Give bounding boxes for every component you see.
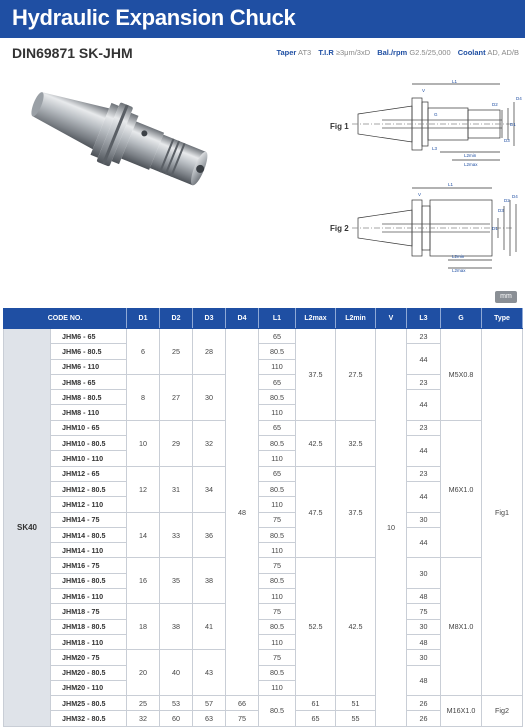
spec-value-taper: AT3	[298, 48, 312, 57]
l3-cell: 26	[407, 711, 441, 726]
l3-cell: 30	[407, 650, 441, 665]
d2-cell: 35	[160, 558, 193, 604]
code-cell: JHM8 - 80.5	[51, 390, 127, 405]
unit-badge: mm	[495, 291, 517, 303]
fig2-dim-d4: D4	[512, 194, 518, 199]
code-cell: JHM12 - 65	[51, 466, 127, 481]
col-header-v: V	[376, 309, 407, 329]
d3-cell: 30	[193, 374, 226, 420]
d2-cell: 31	[160, 466, 193, 512]
d3-cell: 32	[193, 420, 226, 466]
l1-cell: 65	[259, 420, 296, 435]
fig1-label: Fig 1	[330, 122, 349, 131]
code-cell: JHM18 - 80.5	[51, 619, 127, 634]
d4-cell: 66	[226, 696, 259, 711]
d2-cell: 60	[160, 711, 193, 726]
table-row	[4, 329, 523, 344]
spec-table	[3, 308, 523, 727]
l3-cell: 44	[407, 527, 441, 558]
col-header-d2: D2	[160, 309, 193, 329]
l1-cell: 80.5	[259, 573, 296, 588]
l1-cell: 110	[259, 359, 296, 374]
l3-cell: 23	[407, 374, 441, 389]
col-header-l2max: L2max	[296, 309, 336, 329]
col-header-g: G	[441, 309, 482, 329]
code-cell: JHM6 - 80.5	[51, 344, 127, 359]
col-header-l3: L3	[407, 309, 441, 329]
code-cell: JHM25 - 80.5	[51, 696, 127, 711]
l1-cell: 110	[259, 589, 296, 604]
col-header-d1: D1	[127, 309, 160, 329]
fig1-dim-l3: L3	[432, 146, 438, 151]
l2min-cell: 27.5	[336, 329, 376, 421]
code-cell: JHM12 - 110	[51, 497, 127, 512]
fig1-dim-l1: L1	[452, 80, 458, 84]
code-cell: JHM18 - 75	[51, 604, 127, 619]
spec-value-balance: G2.5/25,000	[409, 48, 451, 57]
fig2-dim-v: V	[418, 192, 422, 197]
fig1-dim-d2: D2	[492, 102, 498, 107]
l3-cell: 23	[407, 420, 441, 435]
code-cell: JHM16 - 110	[51, 589, 127, 604]
d3-cell: 41	[193, 604, 226, 650]
g-cell: M16X1.0	[441, 696, 482, 727]
d3-cell: 63	[193, 711, 226, 726]
l2max-cell: 52.5	[296, 558, 336, 696]
l3-cell: 23	[407, 466, 441, 481]
fig2-dim-l1: L1	[448, 182, 454, 187]
d2-cell: 25	[160, 329, 193, 375]
spec-summary	[276, 48, 519, 57]
l1-cell: 80.5	[259, 665, 296, 680]
code-cell: JHM8 - 65	[51, 374, 127, 389]
taper-group-cell: SK40	[4, 329, 51, 727]
type-cell: Fig1	[482, 329, 523, 696]
l1-cell: 80.5	[259, 481, 296, 496]
fig1-dim-d1: D1	[510, 122, 516, 127]
d1-cell: 8	[127, 374, 160, 420]
l2min-cell: 32.5	[336, 420, 376, 466]
code-cell: JHM20 - 80.5	[51, 665, 127, 680]
fig1-dim-g: G	[434, 112, 438, 117]
l2min-cell: 37.5	[336, 466, 376, 558]
fig1-dim-d4: D4	[516, 96, 522, 101]
product-series-title: DIN69871 SK-JHM	[12, 45, 133, 61]
d2-cell: 53	[160, 696, 193, 711]
l3-cell: 44	[407, 390, 441, 421]
fig1-dim-l2max: L2max	[464, 162, 478, 167]
fig2-technical-drawing	[352, 182, 524, 274]
l1-cell: 80.5	[259, 436, 296, 451]
code-cell: JHM6 - 65	[51, 329, 127, 344]
spec-label-coolant: Coolant	[457, 48, 486, 57]
d1-cell: 18	[127, 604, 160, 650]
fig2-dim-d1: D1	[492, 226, 498, 231]
spec-value-tir: ≥3μm/3xD	[335, 48, 371, 57]
l1-cell: 110	[259, 634, 296, 649]
d3-cell: 43	[193, 650, 226, 696]
col-header-d4: D4	[226, 309, 259, 329]
g-cell: M5X0.8	[441, 329, 482, 421]
code-cell: JHM10 - 80.5	[51, 436, 127, 451]
d1-cell: 20	[127, 650, 160, 696]
d4-cell: 75	[226, 711, 259, 726]
v-cell: 10	[376, 329, 407, 727]
l1-cell: 110	[259, 497, 296, 512]
l3-cell: 30	[407, 512, 441, 527]
l3-cell: 48	[407, 589, 441, 604]
l2max-cell: 65	[296, 711, 336, 726]
d1-cell: 25	[127, 696, 160, 711]
code-cell: JHM6 - 110	[51, 359, 127, 374]
l2max-cell: 47.5	[296, 466, 336, 558]
l2min-cell: 42.5	[336, 558, 376, 696]
l3-cell: 44	[407, 344, 441, 375]
fig2-dim-d3: D3	[498, 208, 504, 213]
spec-label-tir: T.I.R	[318, 48, 334, 57]
title-banner	[0, 0, 525, 38]
spec-value-coolant: AD, AD/B	[487, 48, 519, 57]
l3-cell: 44	[407, 481, 441, 512]
l1-cell: 80.5	[259, 696, 296, 727]
l2min-cell: 51	[336, 696, 376, 711]
table-row	[4, 558, 523, 573]
d3-cell: 57	[193, 696, 226, 711]
d2-cell: 29	[160, 420, 193, 466]
d3-cell: 36	[193, 512, 226, 558]
d2-cell: 40	[160, 650, 193, 696]
d2-cell: 33	[160, 512, 193, 558]
l1-cell: 75	[259, 650, 296, 665]
l1-cell: 75	[259, 558, 296, 573]
l3-cell: 26	[407, 696, 441, 711]
l1-cell: 75	[259, 604, 296, 619]
d1-cell: 6	[127, 329, 160, 375]
table-header-row	[4, 309, 523, 329]
code-cell: JHM32 - 80.5	[51, 711, 127, 726]
type-cell: Fig2	[482, 696, 523, 727]
l3-cell: 48	[407, 665, 441, 696]
d1-cell: 16	[127, 558, 160, 604]
table-row	[4, 420, 523, 435]
l1-cell: 110	[259, 405, 296, 420]
col-header-code: CODE NO.	[4, 309, 127, 329]
fig1-dim-d3: D3	[504, 138, 510, 143]
d1-cell: 10	[127, 420, 160, 466]
l1-cell: 110	[259, 680, 296, 695]
code-cell: JHM14 - 80.5	[51, 527, 127, 542]
code-cell: JHM16 - 75	[51, 558, 127, 573]
spec-label-taper: Taper	[276, 48, 297, 57]
d2-cell: 27	[160, 374, 193, 420]
l3-cell: 75	[407, 604, 441, 619]
fig1-dim-v: V	[422, 88, 426, 93]
l3-cell: 30	[407, 558, 441, 589]
fig2-label: Fig 2	[330, 224, 349, 233]
code-cell: JHM12 - 80.5	[51, 481, 127, 496]
code-cell: JHM18 - 110	[51, 634, 127, 649]
d3-cell: 28	[193, 329, 226, 375]
d3-cell: 34	[193, 466, 226, 512]
l3-cell: 23	[407, 329, 441, 344]
code-cell: JHM20 - 75	[51, 650, 127, 665]
l2min-cell: 55	[336, 711, 376, 726]
code-cell: JHM14 - 110	[51, 543, 127, 558]
table-row	[4, 696, 523, 711]
l1-cell: 65	[259, 374, 296, 389]
l2max-cell: 37.5	[296, 329, 336, 421]
spec-table-body	[4, 329, 523, 727]
code-cell: JHM10 - 110	[51, 451, 127, 466]
l1-cell: 65	[259, 329, 296, 344]
l3-cell: 30	[407, 619, 441, 634]
d2-cell: 38	[160, 604, 193, 650]
fig2-dim-l2max: L2max	[452, 268, 466, 273]
code-cell: JHM20 - 110	[51, 680, 127, 695]
col-header-l2min: L2min	[336, 309, 376, 329]
l2max-cell: 42.5	[296, 420, 336, 466]
fig2-dim-d2: D2	[504, 198, 510, 203]
code-cell: JHM16 - 80.5	[51, 573, 127, 588]
l3-cell: 44	[407, 436, 441, 467]
code-cell: JHM8 - 110	[51, 405, 127, 420]
page-title: Hydraulic Expansion Chuck	[12, 5, 296, 30]
col-header-l1: L1	[259, 309, 296, 329]
l2max-cell: 61	[296, 696, 336, 711]
l1-cell: 80.5	[259, 344, 296, 359]
l1-cell: 110	[259, 543, 296, 558]
d1-cell: 14	[127, 512, 160, 558]
product-image	[18, 80, 218, 200]
code-cell: JHM14 - 75	[51, 512, 127, 527]
d4-cell: 48	[226, 329, 259, 696]
l1-cell: 65	[259, 466, 296, 481]
g-cell: M8X1.0	[441, 558, 482, 696]
l1-cell: 75	[259, 512, 296, 527]
col-header-type: Type	[482, 309, 523, 329]
l1-cell: 80.5	[259, 390, 296, 405]
l1-cell: 80.5	[259, 619, 296, 634]
col-header-d3: D3	[193, 309, 226, 329]
l3-cell: 48	[407, 634, 441, 649]
fig2-dim-l2min: L2min	[452, 254, 465, 259]
fig1-dim-l2min: L2min	[464, 153, 477, 158]
d3-cell: 38	[193, 558, 226, 604]
code-cell: JHM10 - 65	[51, 420, 127, 435]
l1-cell: 80.5	[259, 527, 296, 542]
l1-cell: 110	[259, 451, 296, 466]
fig1-technical-drawing	[352, 80, 524, 168]
d1-cell: 12	[127, 466, 160, 512]
d1-cell: 32	[127, 711, 160, 726]
spec-label-balance: Bal./rpm	[377, 48, 408, 57]
g-cell: M6X1.0	[441, 420, 482, 558]
